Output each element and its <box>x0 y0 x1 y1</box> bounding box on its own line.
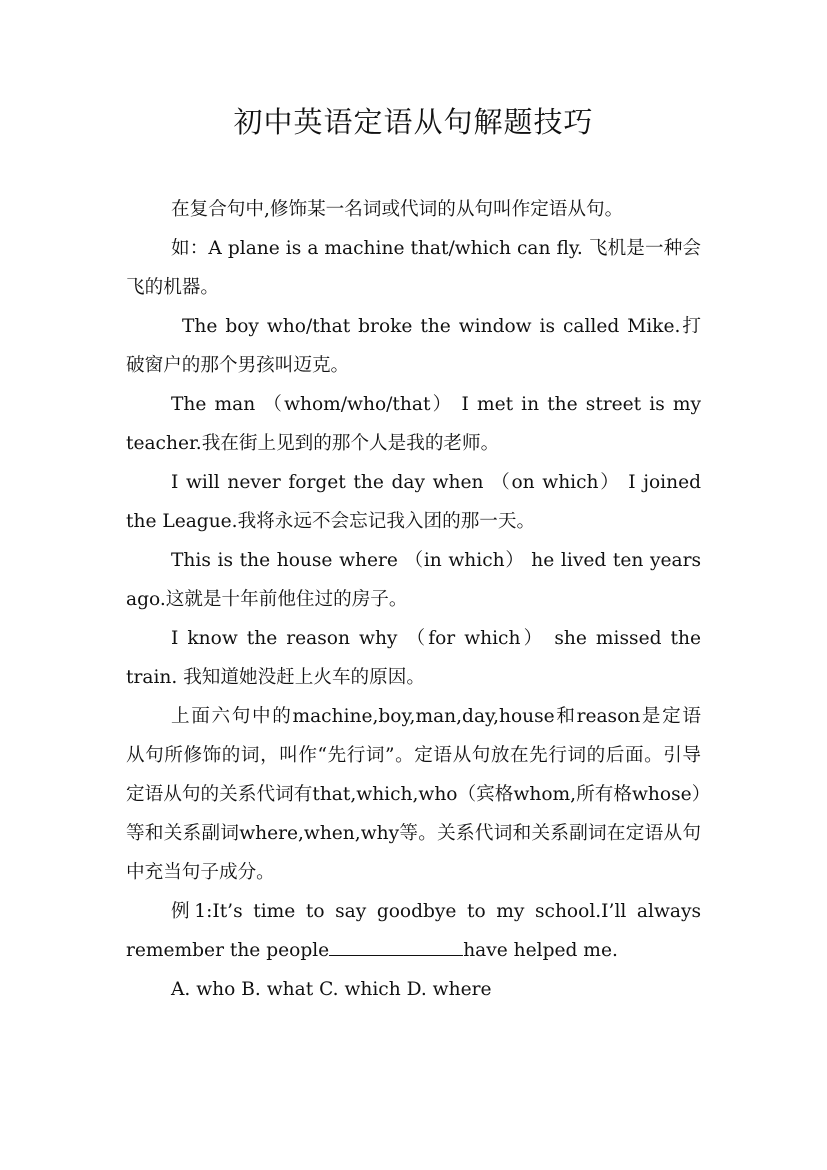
paragraph: The man （whom/who/that） I met in the street is my teacher.我在街上见到的那个人是我的老师。 <box>126 394 701 454</box>
paragraph: This is the house where （in which） he lived ten years ago.这就是十年前他住过的房子。 <box>126 550 701 610</box>
example-question <box>126 892 701 970</box>
example-text-before: 例1:It’s time to say goodbye to my school.I’ll always remember the people <box>126 901 701 961</box>
paragraph: 上面六句中的machine,boy,man,day,house和reason是定语从句所修饰的词，叫作“先行词”。定语从句放在先行词的后面。引导定语从句的关系代词有that,which,who（宾格whom,所有格whose）等和关系副词where,when,why等。关系代词和关系副词在定语从句中充当句子成分。 <box>126 706 701 883</box>
paragraph: I will never forget the day when （on which） I joined the League.我将永远不会忘记我入团的那一天。 <box>126 472 701 532</box>
document-title: 初中英语定语从句解题技巧 <box>233 105 594 139</box>
document-body <box>126 190 701 1009</box>
paragraph: The boy who/that broke the window is called Mike.打破窗户的那个男孩叫迈克。 <box>126 316 701 376</box>
answer-blank <box>329 935 463 956</box>
paragraph: I know the reason why （for which） she missed the train. 我知道她没赶上火车的原因。 <box>126 628 701 688</box>
paragraph: 如：A plane is a machine that/which can fly. 飞机是一种会飞的机器。 <box>126 238 701 298</box>
answer-options: A. who B. what C. which D. where <box>171 979 492 1000</box>
paragraph: 在复合句中,修饰某一名词或代词的从句叫作定语从句。 <box>171 199 624 220</box>
example-text-after: have helped me. <box>463 940 618 961</box>
